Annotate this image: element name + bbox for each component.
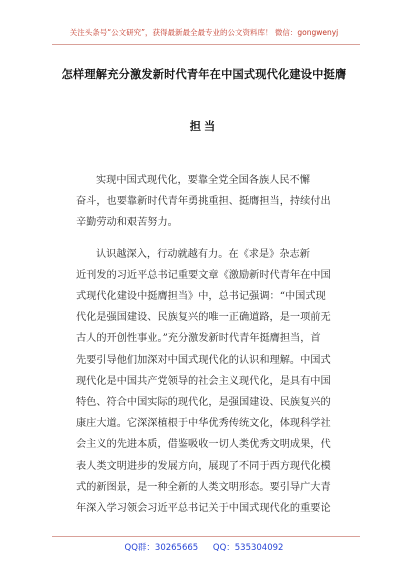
paragraph-line: 先要引导他们加深对中国式现代化的认识和理解。中国式 bbox=[76, 354, 331, 366]
paragraph-line: 式现代化建设中挺膺担当》中，总书记强调：“中国式现 bbox=[76, 291, 326, 303]
paragraph-line: 现代化是中国共产党领导的社会主义现代化，是具有中国 bbox=[76, 375, 331, 387]
paragraph-line: 年深入学习领会习近平总书记关于中国式现代化的重要论 bbox=[76, 503, 331, 515]
footer-contact bbox=[0, 541, 408, 553]
paragraph-line: 代化是强国建设、民族复兴的唯一正确道路，是一项前无 bbox=[76, 312, 331, 324]
paragraph-line: 认识越深入，行动就越有力。在《求是》杂志新 bbox=[96, 248, 310, 260]
header-divider bbox=[52, 44, 360, 45]
qq-number: QQ：535304092 bbox=[212, 543, 284, 553]
qq-group-number: QQ群：30265665 bbox=[124, 543, 199, 553]
paragraph-line: 实现中国式现代化，要靠全党全国各族人民不懈 bbox=[96, 175, 310, 186]
header-promo-note: 关注头条号“公文研究”，获得最新最全最专业的公文资料库！ 微信：gongwenyj bbox=[69, 28, 339, 37]
paragraph bbox=[76, 244, 344, 520]
paragraph-line: 特色、符合中国实际的现代化，是强国建设、民族复兴的 bbox=[76, 397, 331, 409]
paragraph-line: 康庄大道。它深深植根于中华优秀传统文化，体现科学社 bbox=[76, 418, 331, 430]
paragraph-line: 近刊发的习近平总书记重要文章《激励新时代青年在中国 bbox=[76, 269, 331, 281]
document-body bbox=[76, 170, 344, 519]
paragraph-line: 古人的开创性事业。”充分激发新时代青年挺膺担当，首 bbox=[76, 333, 321, 345]
paragraph-gap bbox=[76, 234, 344, 244]
paragraph-line: 辛勤劳动和艰苦努力。 bbox=[76, 217, 178, 229]
document-title: 怎样理解充分激发新时代青年在中国式现代化建设中挺膺 bbox=[61, 68, 347, 81]
footer-divider bbox=[52, 536, 360, 537]
paragraph-line: 会主义的先进本质，借鉴吸收一切人类优秀文明成果，代 bbox=[76, 439, 331, 451]
document-title-continued: 担当 bbox=[189, 120, 219, 133]
paragraph bbox=[76, 170, 344, 234]
paragraph-line: 式的新图景，是一种全新的人类文明形态。要引导广大青 bbox=[76, 481, 331, 493]
paragraph-line: 表人类文明进步的发展方向，展现了不同于西方现代化模 bbox=[76, 460, 331, 472]
paragraph-line: 奋斗，也要靠新时代青年勇挑重担、挺膺担当，持续付出 bbox=[76, 196, 331, 208]
